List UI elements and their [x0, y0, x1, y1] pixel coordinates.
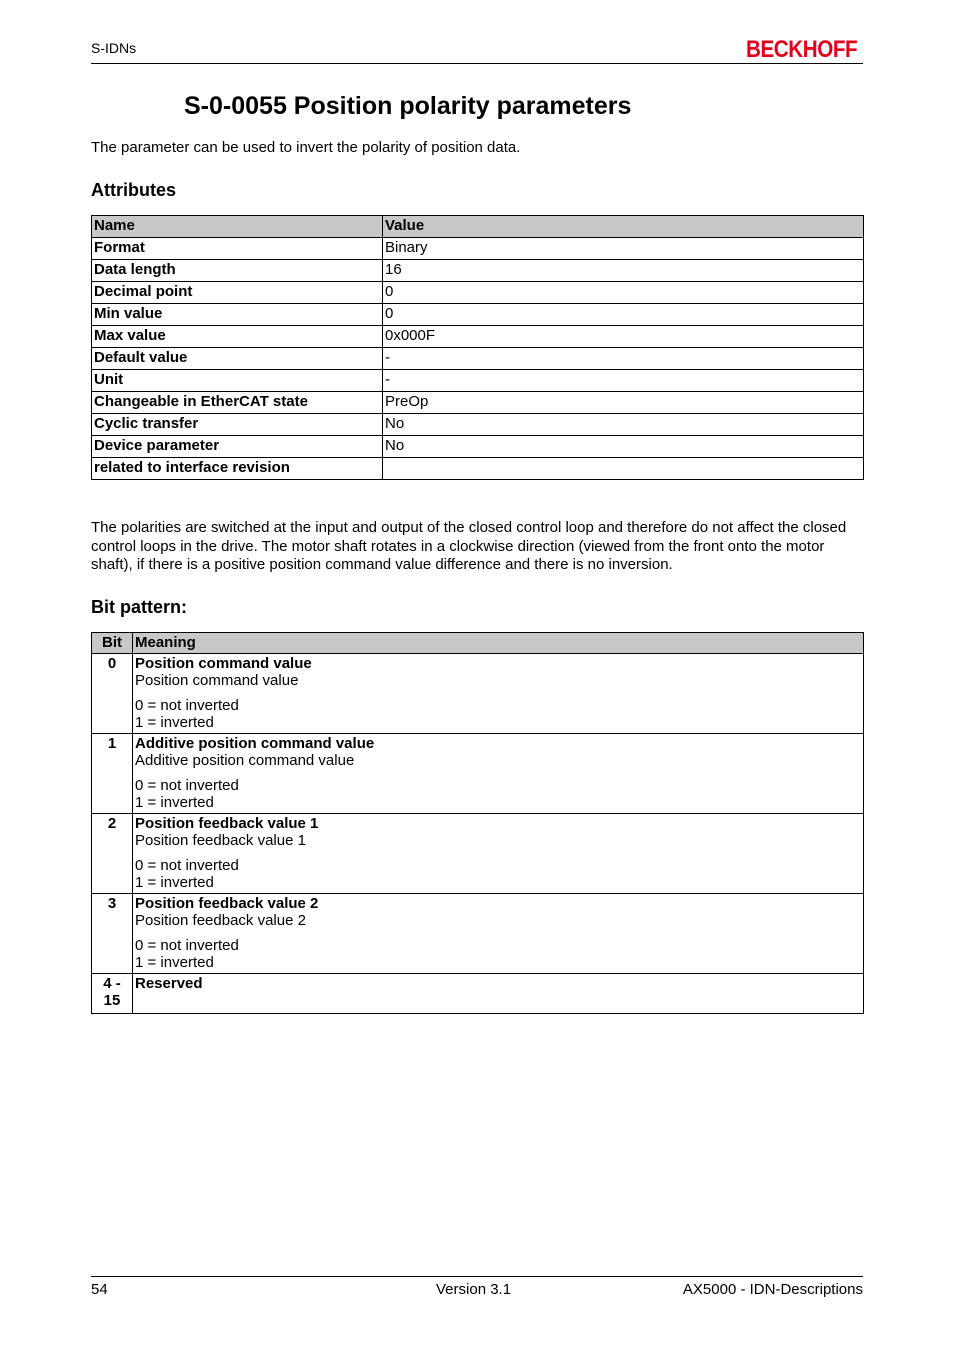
bit-option-1: 1 = inverted: [135, 794, 214, 811]
table-row: [92, 814, 864, 894]
attributes-table: [91, 215, 864, 480]
bit-number: 2: [92, 814, 133, 894]
attributes-header-row: [92, 216, 864, 238]
page-number: 54: [91, 1281, 108, 1298]
bit-meaning-title: Position feedback value 2: [135, 895, 319, 912]
table-row: [92, 436, 864, 458]
column-header-bit: Bit: [92, 633, 133, 654]
intro-text: The parameter can be used to invert the polarity of position data.: [91, 139, 521, 156]
attribute-name: related to interface revision: [92, 458, 383, 480]
bit-option-1: 1 = inverted: [135, 874, 214, 891]
table-row: [92, 414, 864, 436]
attribute-value: 0x000F: [383, 326, 864, 348]
attributes-heading: Attributes: [91, 180, 176, 200]
bit-meaning-subtitle: Position command value: [135, 672, 299, 689]
attribute-value: 0: [383, 282, 864, 304]
bit-pattern-body: [92, 654, 864, 1014]
bit-meaning: [133, 894, 864, 974]
column-header-value: Value: [383, 216, 864, 238]
bit-number: 3: [92, 894, 133, 974]
attribute-value: -: [383, 370, 864, 392]
table-row: [92, 348, 864, 370]
attribute-value: No: [383, 436, 864, 458]
attribute-name: Data length: [92, 260, 383, 282]
attribute-name: Default value: [92, 348, 383, 370]
header-section-label: S-IDNs: [91, 40, 137, 56]
bit-meaning-subtitle: Position feedback value 1: [135, 832, 306, 849]
attribute-name: Min value: [92, 304, 383, 326]
table-row: [92, 974, 864, 1014]
table-row: [92, 282, 864, 304]
table-row: [92, 458, 864, 480]
table-row: [92, 392, 864, 414]
footer-version: Version 3.1: [436, 1281, 512, 1298]
column-header-name: Name: [92, 216, 383, 238]
bit-option-1: 1 = inverted: [135, 714, 214, 731]
attribute-value: -: [383, 348, 864, 370]
attribute-name: Format: [92, 238, 383, 260]
table-row: [92, 238, 864, 260]
header-divider: [91, 63, 863, 64]
attribute-value: [383, 458, 864, 480]
bit-option-0: 0 = not inverted: [135, 937, 239, 954]
footer-document-title: AX5000 - IDN-Descriptions: [682, 1281, 863, 1298]
bit-meaning-subtitle: Additive position command value: [135, 752, 355, 769]
bit-option-1: 1 = inverted: [135, 954, 214, 971]
attribute-name: Changeable in EtherCAT state: [92, 392, 383, 414]
table-row: [92, 734, 864, 814]
bit-number: 0: [92, 654, 133, 734]
attribute-name: Unit: [92, 370, 383, 392]
attribute-value: Binary: [383, 238, 864, 260]
table-row: [92, 894, 864, 974]
description-text: The polarities are switched at the input and output of the closed control loop and therefore do not affect the closed control loops in the drive. The motor shaft rotates in a clockwise direction (viewed from the front onto the motor shaft), if there is a positive position command value difference and there is no inversion.: [91, 519, 847, 573]
bit-number: 1: [92, 734, 133, 814]
column-header-meaning: Meaning: [133, 633, 864, 654]
table-row: [92, 326, 864, 348]
attribute-value: No: [383, 414, 864, 436]
bit-meaning-title: Position command value: [135, 655, 312, 672]
bit-pattern-table: [91, 632, 864, 1014]
attributes-body: [92, 238, 864, 480]
bit-number: 4 - 15: [92, 974, 133, 1014]
bit-pattern-header-row: [92, 633, 864, 654]
footer-divider: [91, 1276, 863, 1277]
table-row: [92, 370, 864, 392]
attribute-name: Cyclic transfer: [92, 414, 383, 436]
attribute-value: PreOp: [383, 392, 864, 414]
bit-option-0: 0 = not inverted: [135, 777, 239, 794]
bit-meaning-title: Position feedback value 1: [135, 815, 319, 832]
attribute-name: Max value: [92, 326, 383, 348]
bit-option-0: 0 = not inverted: [135, 697, 239, 714]
attribute-value: 0: [383, 304, 864, 326]
bit-pattern-heading: Bit pattern:: [91, 597, 187, 617]
table-row: [92, 260, 864, 282]
attribute-name: Device parameter: [92, 436, 383, 458]
table-row: [92, 304, 864, 326]
bit-meaning-title: Reserved: [133, 974, 864, 1014]
table-row: [92, 654, 864, 734]
page-title: S-0-0055 Position polarity parameters: [184, 92, 632, 120]
bit-meaning: [133, 734, 864, 814]
attribute-value: 16: [383, 260, 864, 282]
bit-meaning: [133, 814, 864, 894]
beckhoff-logo: BECKHOFF: [746, 36, 858, 63]
attribute-name: Decimal point: [92, 282, 383, 304]
bit-meaning-title: Additive position command value: [135, 735, 375, 752]
bit-meaning: [133, 654, 864, 734]
bit-option-0: 0 = not inverted: [135, 857, 239, 874]
bit-meaning-subtitle: Position feedback value 2: [135, 912, 306, 929]
